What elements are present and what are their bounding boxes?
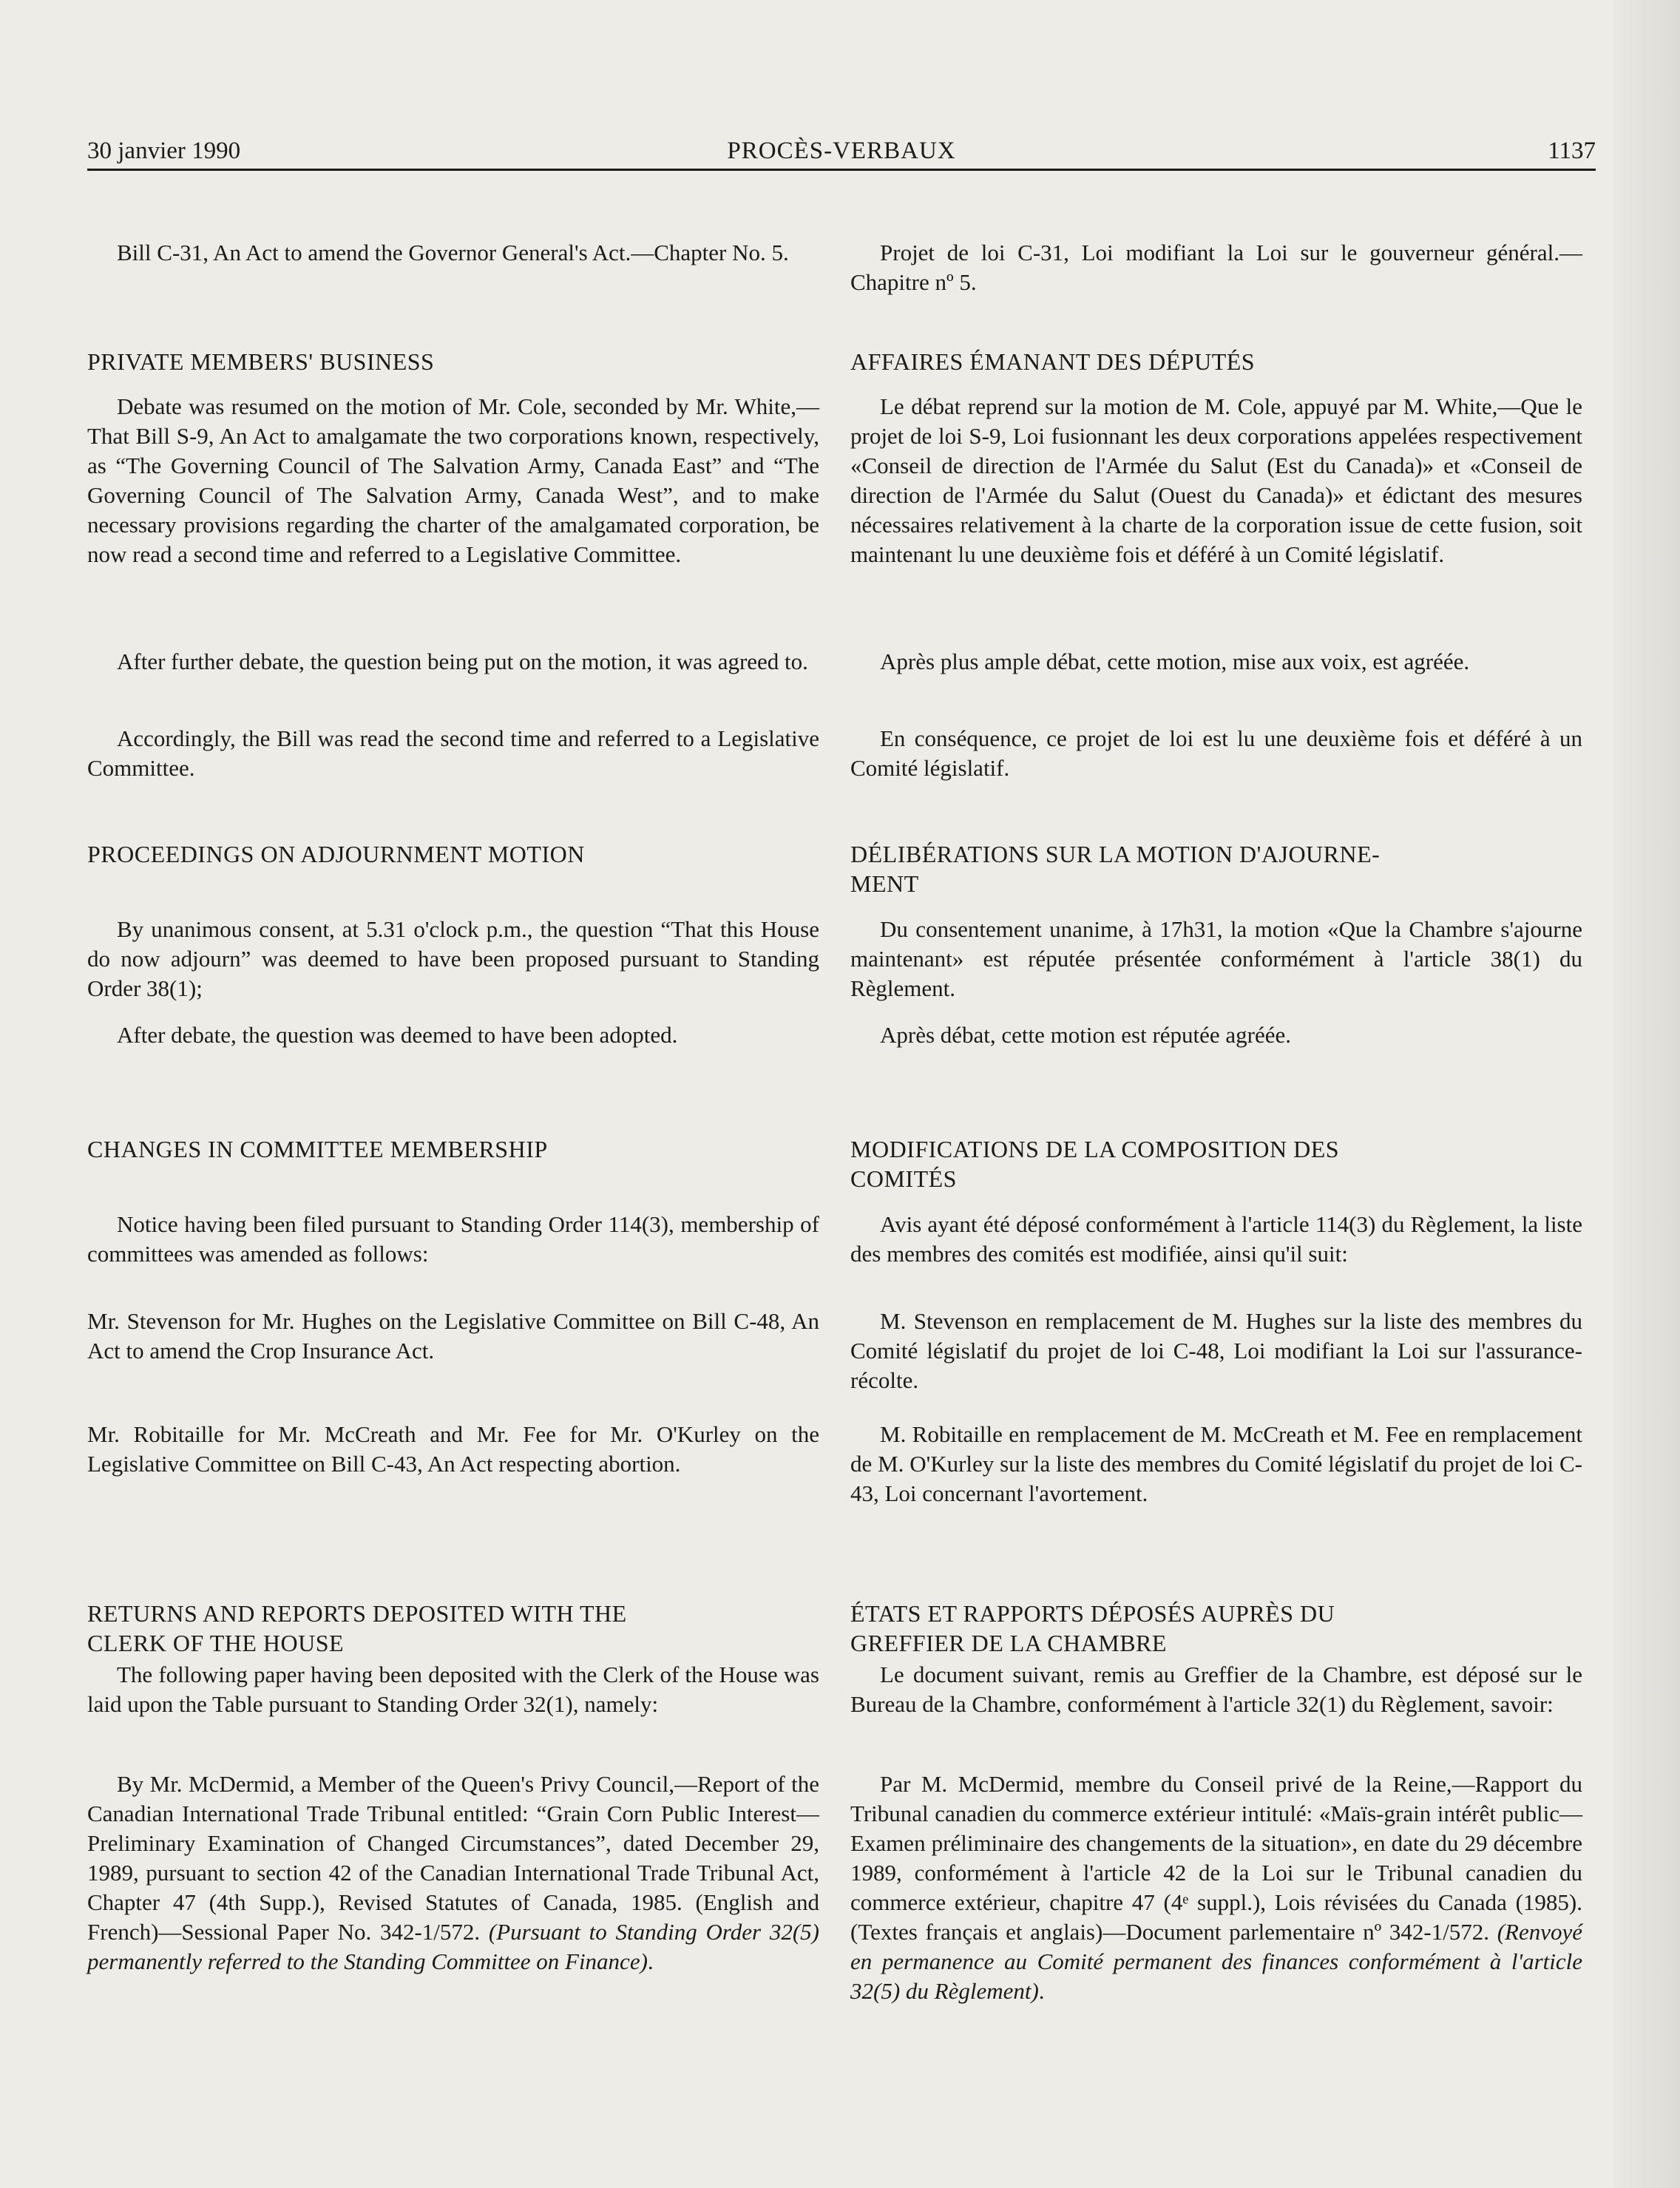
returns-heading-fr-line2: GREFFIER DE LA CHAMBRE [850, 1630, 1167, 1656]
returns-p2-fr-text: Par M. McDermid, membre du Conseil privé de la Reine,—Rapport du Tribunal canadien du commerce extérieur intitulé: «Maïs-grain intérêt public—Examen préliminaire des changements de la situation», en date du 29 décembre 1989, conformément à l'article 42 de la Loi sur le Tribunal canadien du commerce extérieur, chapitre 47 (4ᵉ suppl.), Lois révisées du Canada (1985). (Textes français et anglais)—Document parlementaire nº 342-1/572. [850, 1771, 1582, 1945]
paper-edge [1613, 0, 1680, 2188]
header-title: PROCÈS-VERBAUX [727, 138, 956, 164]
returns-p1-fr: Le document suivant, remis au Greffier de la Chambre, est déposé sur le Bureau de la Chambre, conformément à l'article 32(1) du Règlement, savoir: [850, 1662, 1582, 1717]
adjournment-p2: After debate, the question was deemed to have been adopted. [117, 1022, 678, 1048]
committee-heading: CHANGES IN COMMITTEE MEMBERSHIP [87, 1136, 548, 1162]
header-date: 30 janvier 1990 [87, 138, 241, 164]
adjournment-heading-fr-line2: MENT [850, 870, 919, 897]
bill-c31-entry-fr: Projet de loi C-31, Loi modifiant la Loi sur le gouverneur général.—Chapitre nº 5. [850, 240, 1582, 295]
committee-p3-fr: M. Robitaille en remplacement de M. McCreath et M. Fee en remplacement de M. O'Kurley sur la liste des membres du Comité législatif du projet de loi C-43, Loi concernant l'avortement. [850, 1421, 1582, 1506]
adjournment-p2-fr: Après débat, cette motion est réputée agréée. [880, 1022, 1292, 1048]
header-rule [87, 169, 1596, 171]
committee-heading-fr-line2: COMITÉS [850, 1165, 957, 1192]
adjournment-heading-fr [850, 839, 1582, 898]
private-members-p2: After further debate, the question being put on the motion, it was agreed to. [117, 648, 808, 674]
page-header [87, 130, 1596, 175]
adjournment-p1: By unanimous consent, at 5.31 o'clock p.m., the question “That this House do now adjourn” was deemed to have been proposed pursuant to Standing Order 38(1); [87, 916, 819, 1001]
private-members-p1: Debate was resumed on the motion of Mr. Cole, seconded by Mr. White,—That Bill S-9, An Act to amalgamate the two corporations known, respectively, as “The Governing Council of The Salvation Army, Canada East” and “The Governing Council of The Salvation Army, Canada West”, and to make necessary provisions regarding the charter of the amalgamated corporation, be now read a second time and referred to a Legislative Committee. [87, 393, 819, 567]
committee-p1: Notice having been filed pursuant to Standing Order 114(3), membership of committees was amended as follows: [87, 1211, 819, 1267]
returns-p2-text: By Mr. McDermid, a Member of the Queen's Privy Council,—Report of the Canadian International Trade Tribunal entitled: “Grain Corn Public Interest—Preliminary Examination of Changed Circumstances”, dated December 29, 1989, pursuant to section 42 of the Canadian International Trade Tribunal Act, Chapter 47 (4th Supp.), Revised Statutes of Canada, 1985. (English and French)—Sessional Paper No. 342-1/572. [87, 1771, 819, 1945]
returns-p2-fr-italic: (Renvoyé en permanence au Comité permanent des finances conformément à l'article 32(5) du Règlement) [850, 1919, 1582, 2004]
private-members-p2-fr: Après plus ample débat, cette motion, mise aux voix, est agréée. [880, 648, 1470, 674]
committee-p2-fr: M. Stevenson en remplacement de M. Hughes sur la liste des membres du Comité législatif du projet de loi C-48, Loi modifiant la Loi sur l'assurance-récolte. [850, 1308, 1582, 1393]
returns-heading-fr-line1: ÉTATS ET RAPPORTS DÉPOSÉS AUPRÈS DU [850, 1600, 1335, 1627]
committee-heading-fr [850, 1134, 1582, 1193]
private-members-heading-fr: AFFAIRES ÉMANANT DES DÉPUTÉS [850, 348, 1256, 375]
returns-p2-fr-end: . [1038, 1978, 1045, 2004]
returns-p1: The following paper having been deposited with the Clerk of the House was laid upon the Table pursuant to Standing Order 32(1), namely: [87, 1662, 819, 1717]
committee-heading-fr-line1: MODIFICATIONS DE LA COMPOSITION DES [850, 1136, 1340, 1162]
private-members-heading: PRIVATE MEMBERS' BUSINESS [87, 348, 435, 375]
private-members-p3: Accordingly, the Bill was read the second time and referred to a Legislative Committee. [87, 725, 819, 781]
adjournment-heading-fr-line1: DÉLIBÉRATIONS SUR LA MOTION D'AJOURNE- [850, 841, 1381, 867]
returns-heading-line2: CLERK OF THE HOUSE [87, 1630, 345, 1656]
returns-p2-italic: (Pursuant to Standing Order 32(5) permanently referred to the Standing Committee on Finance) [87, 1919, 819, 1974]
bill-c31-entry: Bill C-31, An Act to amend the Governor General's Act.—Chapter No. 5. [117, 240, 789, 265]
private-members-p1-fr: Le débat reprend sur la motion de M. Cole, appuyé par M. White,—Que le projet de loi S-9, Loi fusionnant les deux corporations appelées respectivement «Conseil de direction de l'Armée du Salut (Est du Canada)» et «Conseil de direction de l'Armée du Salut (Ouest du Canada)» et édictant des mesures nécessaires relativement à la charte de la corporation issue de cette fusion, soit maintenant lu une deuxième fois et déféré à un Comité législatif. [850, 393, 1582, 567]
returns-p2 [87, 1769, 819, 1977]
committee-p3: Mr. Robitaille for Mr. McCreath and Mr. Fee for Mr. O'Kurley on the Legislative Committee on Bill C-43, An Act respecting abortion. [87, 1421, 819, 1477]
committee-p2: Mr. Stevenson for Mr. Hughes on the Legislative Committee on Bill C-48, An Act to amend the Crop Insurance Act. [87, 1308, 819, 1364]
adjournment-heading: PROCEEDINGS ON ADJOURNMENT MOTION [87, 841, 585, 867]
returns-p2-end: . [647, 1948, 654, 1974]
returns-p2-fr [850, 1769, 1582, 2006]
page-number: 1137 [1548, 138, 1596, 164]
adjournment-p1-fr: Du consentement unanime, à 17h31, la motion «Que la Chambre s'ajourne maintenant» est réputée présentée conformément à l'article 38(1) du Règlement. [850, 916, 1582, 1001]
returns-heading-fr [850, 1599, 1582, 1658]
returns-heading-line1: RETURNS AND REPORTS DEPOSITED WITH THE [87, 1600, 627, 1627]
committee-p1-fr: Avis ayant été déposé conformément à l'article 114(3) du Règlement, la liste des membres des comités est modifiée, ainsi qu'il suit: [850, 1211, 1582, 1267]
private-members-p3-fr: En conséquence, ce projet de loi est lu une deuxième fois et déféré à un Comité législatif. [850, 725, 1582, 781]
returns-heading [87, 1599, 819, 1658]
